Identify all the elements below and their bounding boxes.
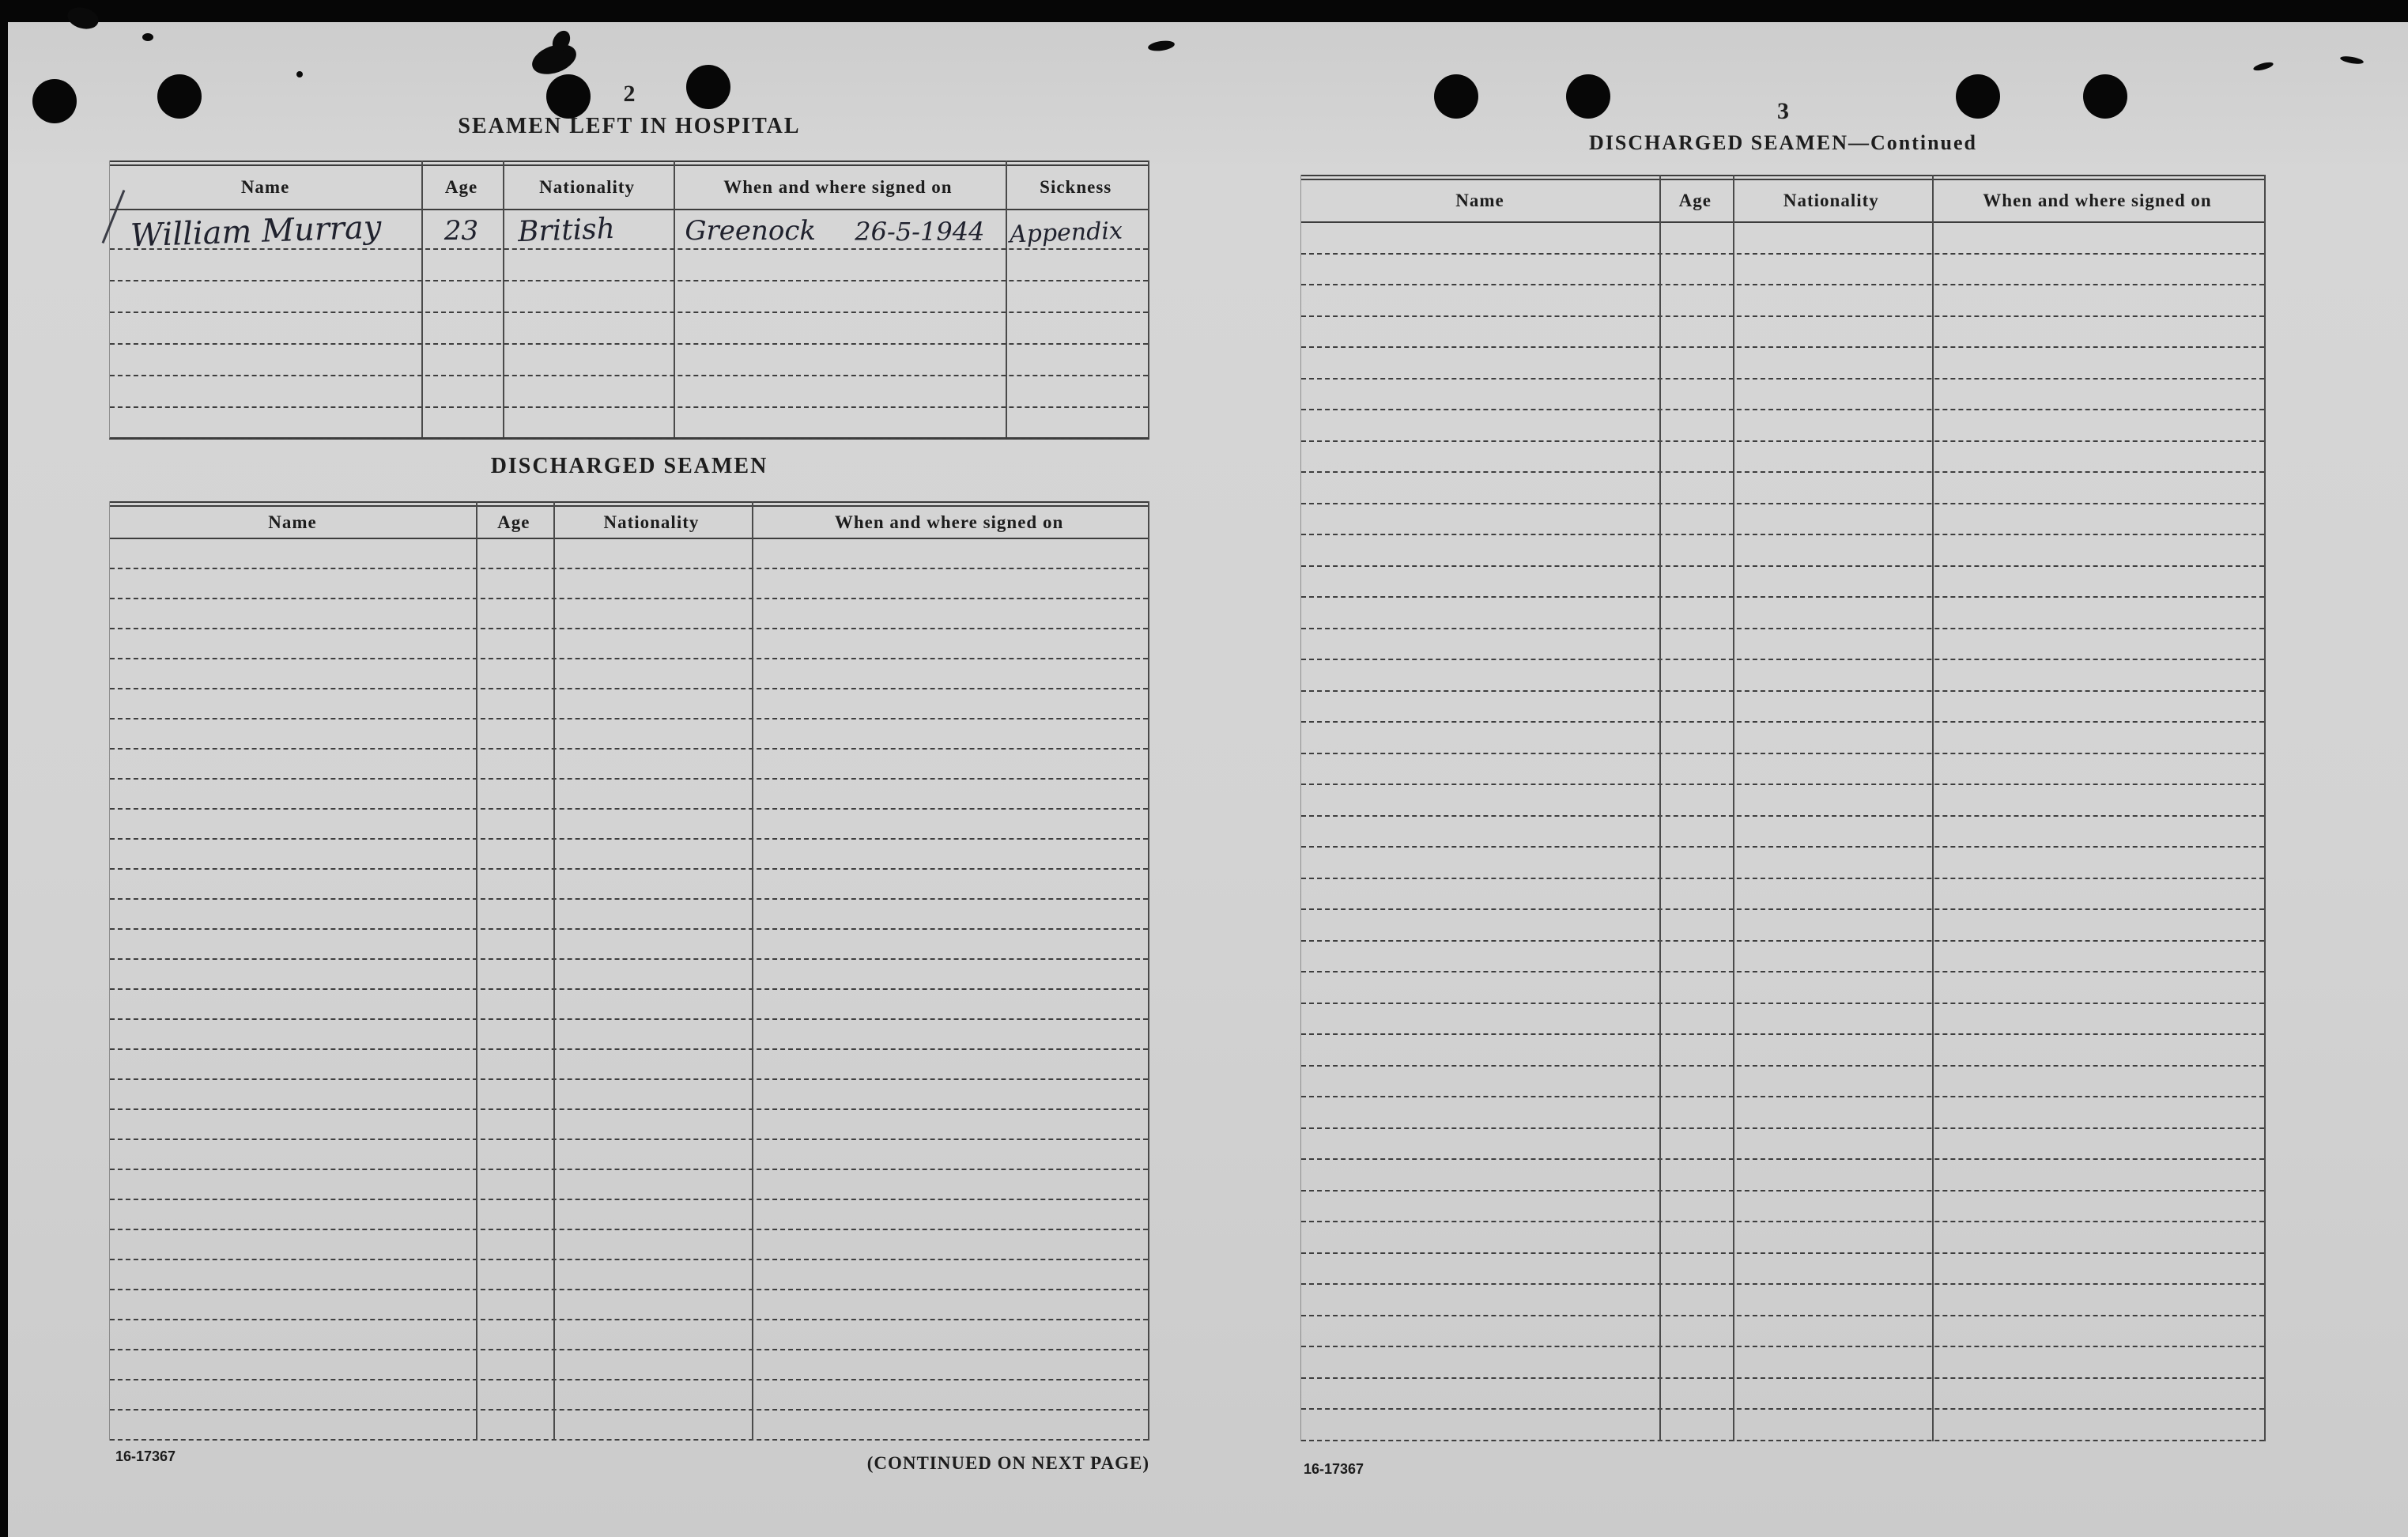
empty-table-row bbox=[110, 281, 1148, 313]
empty-table-row bbox=[1301, 879, 2264, 911]
empty-table-row bbox=[110, 599, 1148, 629]
empty-table-row bbox=[110, 840, 1148, 870]
entry-age-cell bbox=[421, 210, 502, 248]
column-header-age: Age bbox=[1678, 191, 1712, 210]
empty-table-row bbox=[1301, 817, 2264, 848]
empty-table-row bbox=[1301, 285, 2264, 317]
entry-signed-on-date: 26-5-1944 bbox=[855, 217, 985, 247]
empty-table-row bbox=[110, 376, 1148, 408]
empty-table-row bbox=[110, 629, 1148, 659]
empty-table-row bbox=[110, 1290, 1148, 1320]
page-number: 3 bbox=[1777, 98, 1789, 124]
empty-table-row bbox=[1301, 660, 2264, 692]
column-header-name: Name bbox=[268, 512, 317, 532]
column-header-signed-on: When and where signed on bbox=[723, 177, 953, 197]
column-divider bbox=[421, 160, 423, 437]
empty-table-row bbox=[1301, 1004, 2264, 1036]
empty-table-row bbox=[1301, 972, 2264, 1004]
empty-table-row bbox=[110, 539, 1148, 569]
entry-nationality: British bbox=[517, 212, 616, 249]
entry-sickness: Appendix bbox=[1009, 217, 1123, 249]
entry-name-cell bbox=[110, 209, 421, 255]
empty-table-row bbox=[110, 1140, 1148, 1170]
discharged-continued-table bbox=[1300, 175, 2266, 1441]
column-divider bbox=[476, 501, 477, 1441]
empty-table-row bbox=[1301, 785, 2264, 817]
empty-table-row bbox=[1301, 317, 2264, 349]
empty-table-row bbox=[1301, 504, 2264, 536]
hospital-table-header bbox=[110, 160, 1148, 210]
empty-table-row bbox=[1301, 1097, 2264, 1129]
empty-table-row bbox=[110, 345, 1148, 376]
column-divider bbox=[1006, 160, 1007, 437]
empty-table-row bbox=[1301, 1191, 2264, 1223]
column-divider bbox=[752, 501, 753, 1441]
page-number: 2 bbox=[623, 81, 636, 107]
empty-table-row bbox=[110, 408, 1148, 440]
empty-table-row bbox=[1301, 567, 2264, 599]
ink-smudge bbox=[142, 33, 153, 41]
column-header-nationality: Nationality bbox=[603, 512, 700, 532]
discharged-table bbox=[109, 501, 1149, 1441]
continued-note: (CONTINUED ON NEXT PAGE) bbox=[866, 1453, 1149, 1473]
empty-table-row bbox=[110, 930, 1148, 960]
column-header-name: Name bbox=[240, 177, 290, 197]
empty-table-row bbox=[110, 1200, 1148, 1230]
empty-table-row bbox=[1301, 1379, 2264, 1410]
entry-signed-on-place: Greenock bbox=[685, 215, 817, 247]
discharged-continued-empty-rows bbox=[1301, 223, 2264, 1441]
empty-table-row bbox=[1301, 692, 2264, 723]
discharged-continued-table-header bbox=[1301, 175, 2264, 223]
empty-table-row bbox=[110, 1380, 1148, 1410]
form-number: 16-17367 bbox=[1304, 1461, 1364, 1477]
discharged-table-header bbox=[110, 501, 1148, 539]
empty-table-row bbox=[110, 719, 1148, 750]
ink-smudge bbox=[296, 71, 303, 77]
empty-table-row bbox=[1301, 1410, 2264, 1441]
column-header-signed-on: When and where signed on bbox=[834, 512, 1064, 532]
hospital-table bbox=[109, 160, 1149, 440]
empty-table-row bbox=[110, 810, 1148, 840]
empty-table-row bbox=[110, 1410, 1148, 1441]
empty-table-row bbox=[110, 689, 1148, 719]
empty-table-row bbox=[110, 1050, 1148, 1080]
column-header-age: Age bbox=[497, 512, 530, 532]
empty-table-row bbox=[1301, 910, 2264, 942]
column-divider bbox=[553, 501, 555, 1441]
entry-age: 23 bbox=[443, 215, 479, 247]
empty-table-row bbox=[1301, 754, 2264, 786]
form-number: 16-17367 bbox=[115, 1448, 176, 1464]
empty-table-row bbox=[1301, 1129, 2264, 1161]
empty-table-row bbox=[110, 1020, 1148, 1050]
empty-table-row bbox=[110, 780, 1148, 810]
empty-table-row bbox=[1301, 255, 2264, 286]
empty-table-row bbox=[1301, 473, 2264, 504]
entry-sickness-cell bbox=[1003, 210, 1148, 248]
empty-table-row bbox=[1301, 942, 2264, 973]
empty-table-row bbox=[1301, 1035, 2264, 1067]
column-header-signed-on: When and where signed on bbox=[1983, 191, 2212, 210]
column-divider bbox=[503, 160, 504, 437]
empty-table-row bbox=[1301, 598, 2264, 629]
column-divider bbox=[674, 160, 675, 437]
empty-table-row bbox=[110, 900, 1148, 930]
empty-table-row bbox=[1301, 442, 2264, 474]
empty-table-row bbox=[1301, 1254, 2264, 1286]
entry-nationality-cell bbox=[502, 210, 673, 248]
empty-table-row bbox=[110, 1080, 1148, 1110]
entry-name: William Murray bbox=[130, 209, 383, 255]
empty-table-row bbox=[1301, 535, 2264, 567]
empty-table-row bbox=[1301, 1160, 2264, 1191]
empty-table-row bbox=[110, 1230, 1148, 1260]
column-divider bbox=[1659, 175, 1661, 1441]
empty-table-row bbox=[110, 1350, 1148, 1380]
punch-hole bbox=[32, 79, 77, 123]
discharged-section-title: DISCHARGED SEAMEN bbox=[490, 454, 768, 478]
empty-table-row bbox=[1301, 348, 2264, 380]
empty-table-row bbox=[1301, 723, 2264, 754]
column-header-name: Name bbox=[1455, 191, 1504, 210]
empty-table-row bbox=[1301, 1067, 2264, 1098]
empty-table-row bbox=[1301, 410, 2264, 442]
empty-table-row bbox=[1301, 1347, 2264, 1379]
column-header-nationality: Nationality bbox=[539, 177, 636, 197]
empty-table-row bbox=[110, 1170, 1148, 1200]
discharged-continued-title: DISCHARGED SEAMEN—Continued bbox=[1588, 131, 1978, 154]
empty-table-row bbox=[1301, 848, 2264, 879]
column-divider bbox=[1932, 175, 1934, 1441]
empty-table-row bbox=[110, 569, 1148, 599]
empty-table-row bbox=[1301, 1285, 2264, 1316]
column-header-nationality: Nationality bbox=[1783, 191, 1879, 210]
hospital-table-empty-rows bbox=[110, 250, 1148, 440]
column-divider bbox=[1733, 175, 1734, 1441]
empty-table-row bbox=[110, 960, 1148, 990]
empty-table-row bbox=[110, 250, 1148, 281]
empty-table-row bbox=[110, 1320, 1148, 1350]
column-header-age: Age bbox=[444, 177, 478, 197]
empty-table-row bbox=[1301, 380, 2264, 411]
discharged-table-empty-rows bbox=[110, 539, 1148, 1441]
empty-table-row bbox=[110, 659, 1148, 689]
hospital-entry-row bbox=[110, 209, 1148, 255]
empty-table-row bbox=[1301, 629, 2264, 661]
column-header-sickness: Sickness bbox=[1040, 177, 1112, 197]
empty-table-row bbox=[110, 870, 1148, 900]
empty-table-row bbox=[1301, 223, 2264, 255]
hospital-section-title: SEAMEN LEFT IN HOSPITAL bbox=[458, 114, 801, 138]
empty-table-row bbox=[110, 313, 1148, 345]
entry-signed-on-cell bbox=[672, 210, 1003, 248]
empty-table-row bbox=[1301, 1222, 2264, 1254]
empty-table-row bbox=[1301, 1316, 2264, 1348]
empty-table-row bbox=[110, 990, 1148, 1020]
empty-table-row bbox=[110, 1110, 1148, 1140]
empty-table-row bbox=[110, 750, 1148, 780]
empty-table-row bbox=[110, 1260, 1148, 1290]
